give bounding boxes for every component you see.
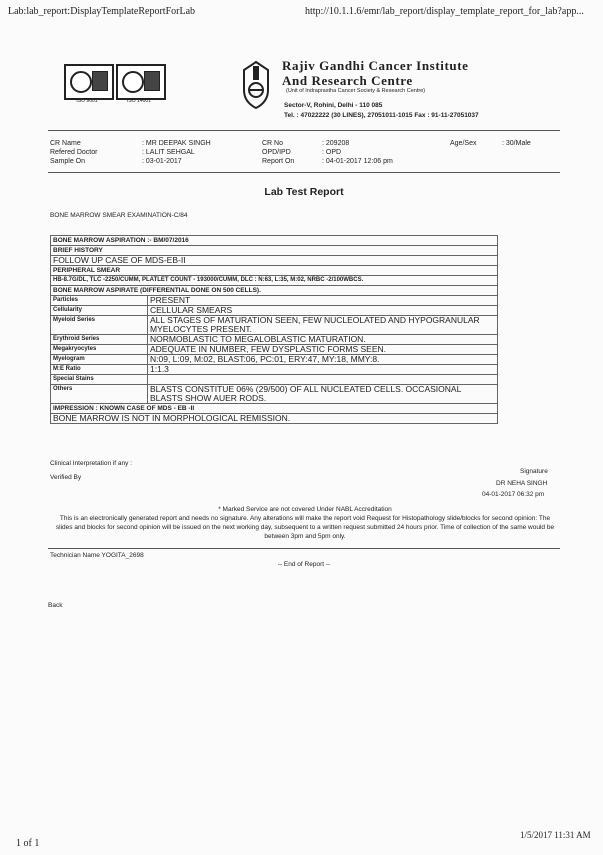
table-row (51, 316, 498, 335)
row-value: CELLULAR SMEARS (148, 306, 498, 316)
row-label: M:E Ratio (51, 365, 148, 375)
iso-14001-label: ISO 14001 (127, 98, 151, 104)
table-row (51, 306, 498, 316)
cr-no-label: CR No (262, 140, 284, 147)
institute-name-line2: And Research Centre (282, 73, 413, 88)
report-table (50, 235, 498, 424)
age-value: : 30/Male (502, 140, 531, 147)
patient-info (50, 140, 560, 167)
doctor-value: : LALIT SEHGAL (142, 149, 195, 156)
page-count: 1 of 1 (16, 838, 40, 849)
iso-14001-badge (116, 64, 166, 100)
row-label: Others (51, 385, 148, 404)
divider (48, 172, 560, 173)
nabl-note: * Marked Service are not covered Under NABL Accreditation (218, 506, 392, 513)
conclusion-row: BONE MARROW IS NOT IN MORPHOLOGICAL REMISSION. (51, 414, 498, 424)
table-row (51, 375, 498, 385)
divider (48, 130, 560, 131)
verified-by: Verified By (50, 474, 82, 481)
clinical-interpretation: Clinical Interpretation if any : (50, 460, 133, 467)
row-label: Megakryocytes (51, 345, 148, 355)
aspiration-row: BONE MARROW ASPIRATION :- BM/07/2016 (51, 236, 498, 246)
row-label: Myelogram (51, 355, 148, 365)
sample-label: Sample On (50, 158, 86, 165)
cr-no-value: : 209208 (322, 140, 350, 147)
row-value: NORMOBLASTIC TO MEGALOBLASTIC MATURATION. (148, 335, 498, 345)
table-row (51, 345, 498, 355)
brief-history-label: BRIEF HISTORY (51, 246, 498, 256)
browser-url: http://10.1.1.6/emr/lab_report/display_template_report_for_lab?app... (305, 6, 584, 17)
row-value: ADEQUATE IN NUMBER, FEW DYSPLASTIC FORMS SEEN. (148, 345, 498, 355)
row-value: BLASTS CONSTITUE 06% (29/500) OF ALL NUCLEATED CELLS. OCCASIONAL BLASTS SHOW AUER RODS. (148, 385, 498, 404)
print-datetime: 1/5/2017 11:31 AM (520, 830, 591, 840)
report-page (48, 40, 560, 640)
row-label: Erythroid Series (51, 335, 148, 345)
row-value (148, 375, 498, 385)
row-value: 1:1.3 (148, 365, 498, 375)
impression-row: IMPRESSION : KNOWN CASE OF MDS - EB -II (51, 404, 498, 414)
peripheral-smear-value: HB-8.7G/DL, TLC -2250/CUMM, PLATLET COUNT - 193000/CUMM, DLC : N:63, L:35, M:02, NRBC -2/100WBCS. (51, 276, 498, 286)
divider (48, 548, 560, 549)
table-row (51, 385, 498, 404)
signer-name: DR NEHA SINGH (496, 480, 548, 487)
row-value: N:09, L:09, M:02, BLAST:06, PC:01, ERY:47, MY:18, MMY:8. (148, 355, 498, 365)
table-row (51, 355, 498, 365)
opd-value: : OPD (322, 149, 342, 156)
row-label: Special Stains (51, 375, 148, 385)
sample-value: : 03-01-2017 (142, 158, 182, 165)
exam-name: BONE MARROW SMEAR EXAMINATION-C/84 (50, 212, 188, 219)
institute-logo-icon (240, 60, 272, 110)
opd-label: OPD/IPD (262, 149, 291, 156)
row-label: Myeloid Series (51, 316, 148, 335)
peripheral-smear-label: PERIPHERAL SMEAR (51, 266, 498, 276)
end-of-report: -- End of Report -- (277, 561, 331, 568)
brief-history-value: FOLLOW UP CASE OF MDS-EB-II (51, 256, 498, 266)
doctor-label: Refered Doctor (50, 149, 98, 156)
cr-name-label: CR Name (50, 140, 81, 147)
report-title: Lab Test Report (264, 186, 344, 198)
row-label: Cellularity (51, 306, 148, 316)
signature-label: Signature (520, 468, 548, 475)
signed-datetime: 04-01-2017 06:32 pm (482, 491, 545, 498)
disclaimer (52, 505, 558, 541)
electronic-note: This is an electronically generated report and needs no signature. Any alterations will make the report void Request for Histopathology slide/blocks for second opinion: The slides and blocks for second opinion will be issued on the next working day, subsequent to a written request submitted 24 hours prior. Time of collection of the same would be between 3pm and 5pm only. (55, 515, 555, 540)
technician-name: Technician Name YOGITA_2698 (50, 552, 144, 559)
institute-phone: Tel. : 47022222 (30 LINES), 27051011-1015 Fax : 91-11-27051037 (284, 112, 479, 119)
table-row (51, 335, 498, 345)
institute-subtitle: (Unit of Indraprastha Cancer Society & Research Centre) (286, 88, 426, 94)
row-value: PRESENT (148, 296, 498, 306)
report-value: : 04-01-2017 12:06 pm (322, 158, 393, 165)
browser-title: Lab:lab_report:DisplayTemplateReportForLab (8, 6, 196, 17)
institute-name-line1: Rajiv Gandhi Cancer Institute (282, 58, 469, 73)
row-value: ALL STAGES OF MATURATION SEEN, FEW NUCLEOLATED AND HYPOGRANULAR MYELOCYTES PRESENT. (148, 316, 498, 335)
iso-9001-label: ISO 9001 (76, 98, 98, 104)
age-label: Age/Sex (450, 140, 477, 147)
aspirate-label: BONE MARROW ASPIRATE (DIFFERENTIAL DONE ON 500 CELLS). (51, 286, 498, 296)
back-link[interactable]: Back (48, 602, 63, 609)
cr-name-value: : MR DEEPAK SINGH (142, 140, 211, 147)
row-label: Particles (51, 296, 148, 306)
table-row (51, 365, 498, 375)
report-label: Report On (262, 158, 295, 165)
institute-address: Sector-V, Rohini, Delhi - 110 085 (284, 102, 383, 109)
iso-9001-badge (64, 64, 114, 100)
table-row (51, 296, 498, 306)
